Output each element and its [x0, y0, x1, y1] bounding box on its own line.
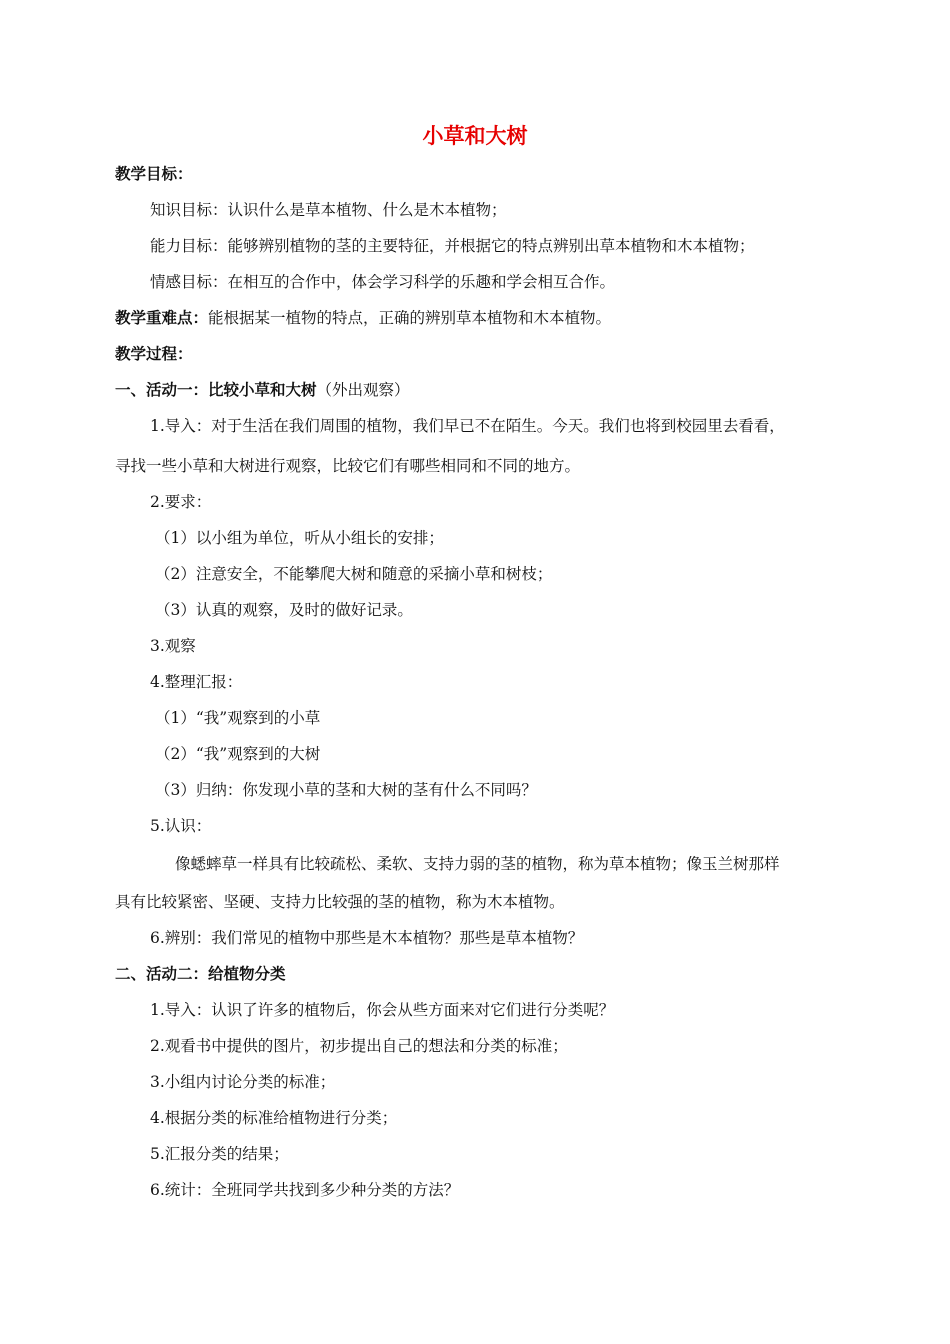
a1-observe: 3.观察 [150, 637, 196, 655]
a1-report: 4.整理汇报： [150, 673, 243, 691]
a2-item-5: 5.汇报分类的结果； [150, 1145, 289, 1163]
activity-1-heading: 一、活动一：比较小草和大树 [115, 381, 317, 399]
a1-requirement-2: （2）注意安全，不能攀爬大树和随意的采摘小草和树枝； [155, 565, 553, 583]
a1-distinguish: 6.辨别：我们常见的植物中那些是木本植物？那些是草本植物？ [150, 929, 584, 947]
a1-requirements: 2.要求： [150, 493, 212, 511]
a1-knowledge-line-1: 像蟋蟀草一样具有比较疏松、柔软、支持力弱的茎的植物，称为草本植物；像玉兰树那样 [175, 855, 780, 873]
a1-report-2: （2）“我”观察到的大树 [155, 745, 321, 763]
a1-intro-line-1: 1.导入：对于生活在我们周围的植物，我们早已不在陌生。今天。我们也将到校园里去看看， [150, 417, 785, 435]
document-title: 小草和大树 [422, 124, 528, 148]
activity-1-heading-line [115, 379, 410, 401]
a1-knowledge-line-2: 具有比较紧密、坚硬、支持力比较强的茎的植物，称为木本植物。 [115, 893, 565, 911]
a1-intro-line-2: 寻找一些小草和大树进行观察，比较它们有哪些相同和不同的地方。 [115, 457, 581, 475]
a2-item-3: 3.小组内讨论分类的标准； [150, 1073, 336, 1091]
goal-ability: 能力目标：能够辨别植物的茎的主要特征，并根据它的特点辨别出草本植物和木本植物； [150, 237, 755, 255]
a1-report-3: （3）归纳：你发现小草的茎和大树的茎有什么不同吗？ [155, 781, 537, 799]
key-points-text: 能根据某一植物的特点，正确的辨别草本植物和木本植物。 [208, 309, 612, 327]
process-heading: 教学过程： [115, 345, 193, 363]
key-points-label: 教学重难点： [115, 309, 209, 327]
a1-requirement-1: （1）以小组为单位，听从小组长的安排； [155, 529, 444, 547]
a2-item-4: 4.根据分类的标准给植物进行分类； [150, 1109, 398, 1127]
activity-2-heading: 二、活动二：给植物分类 [115, 965, 286, 983]
a1-report-1: （1）“我”观察到的小草 [155, 709, 321, 727]
a2-item-2: 2.观看书中提供的图片，初步提出自己的想法和分类的标准； [150, 1037, 568, 1055]
goal-knowledge: 知识目标：认识什么是草本植物、什么是木本植物； [150, 201, 507, 219]
goal-emotion: 情感目标：在相互的合作中，体会学习科学的乐趣和学会相互合作。 [150, 273, 616, 291]
a1-requirement-3: （3）认真的观察，及时的做好记录。 [155, 601, 413, 619]
goals-heading: 教学目标： [115, 165, 193, 183]
a2-item-1: 1.导入：认识了许多的植物后，你会从些方面来对它们进行分类呢？ [150, 1001, 615, 1019]
key-points-line [115, 307, 611, 329]
a2-item-6: 6.统计：全班同学共找到多少种分类的方法？ [150, 1181, 460, 1199]
activity-1-note: （外出观察） [316, 381, 410, 399]
a1-knowledge: 5.认识： [150, 817, 212, 835]
